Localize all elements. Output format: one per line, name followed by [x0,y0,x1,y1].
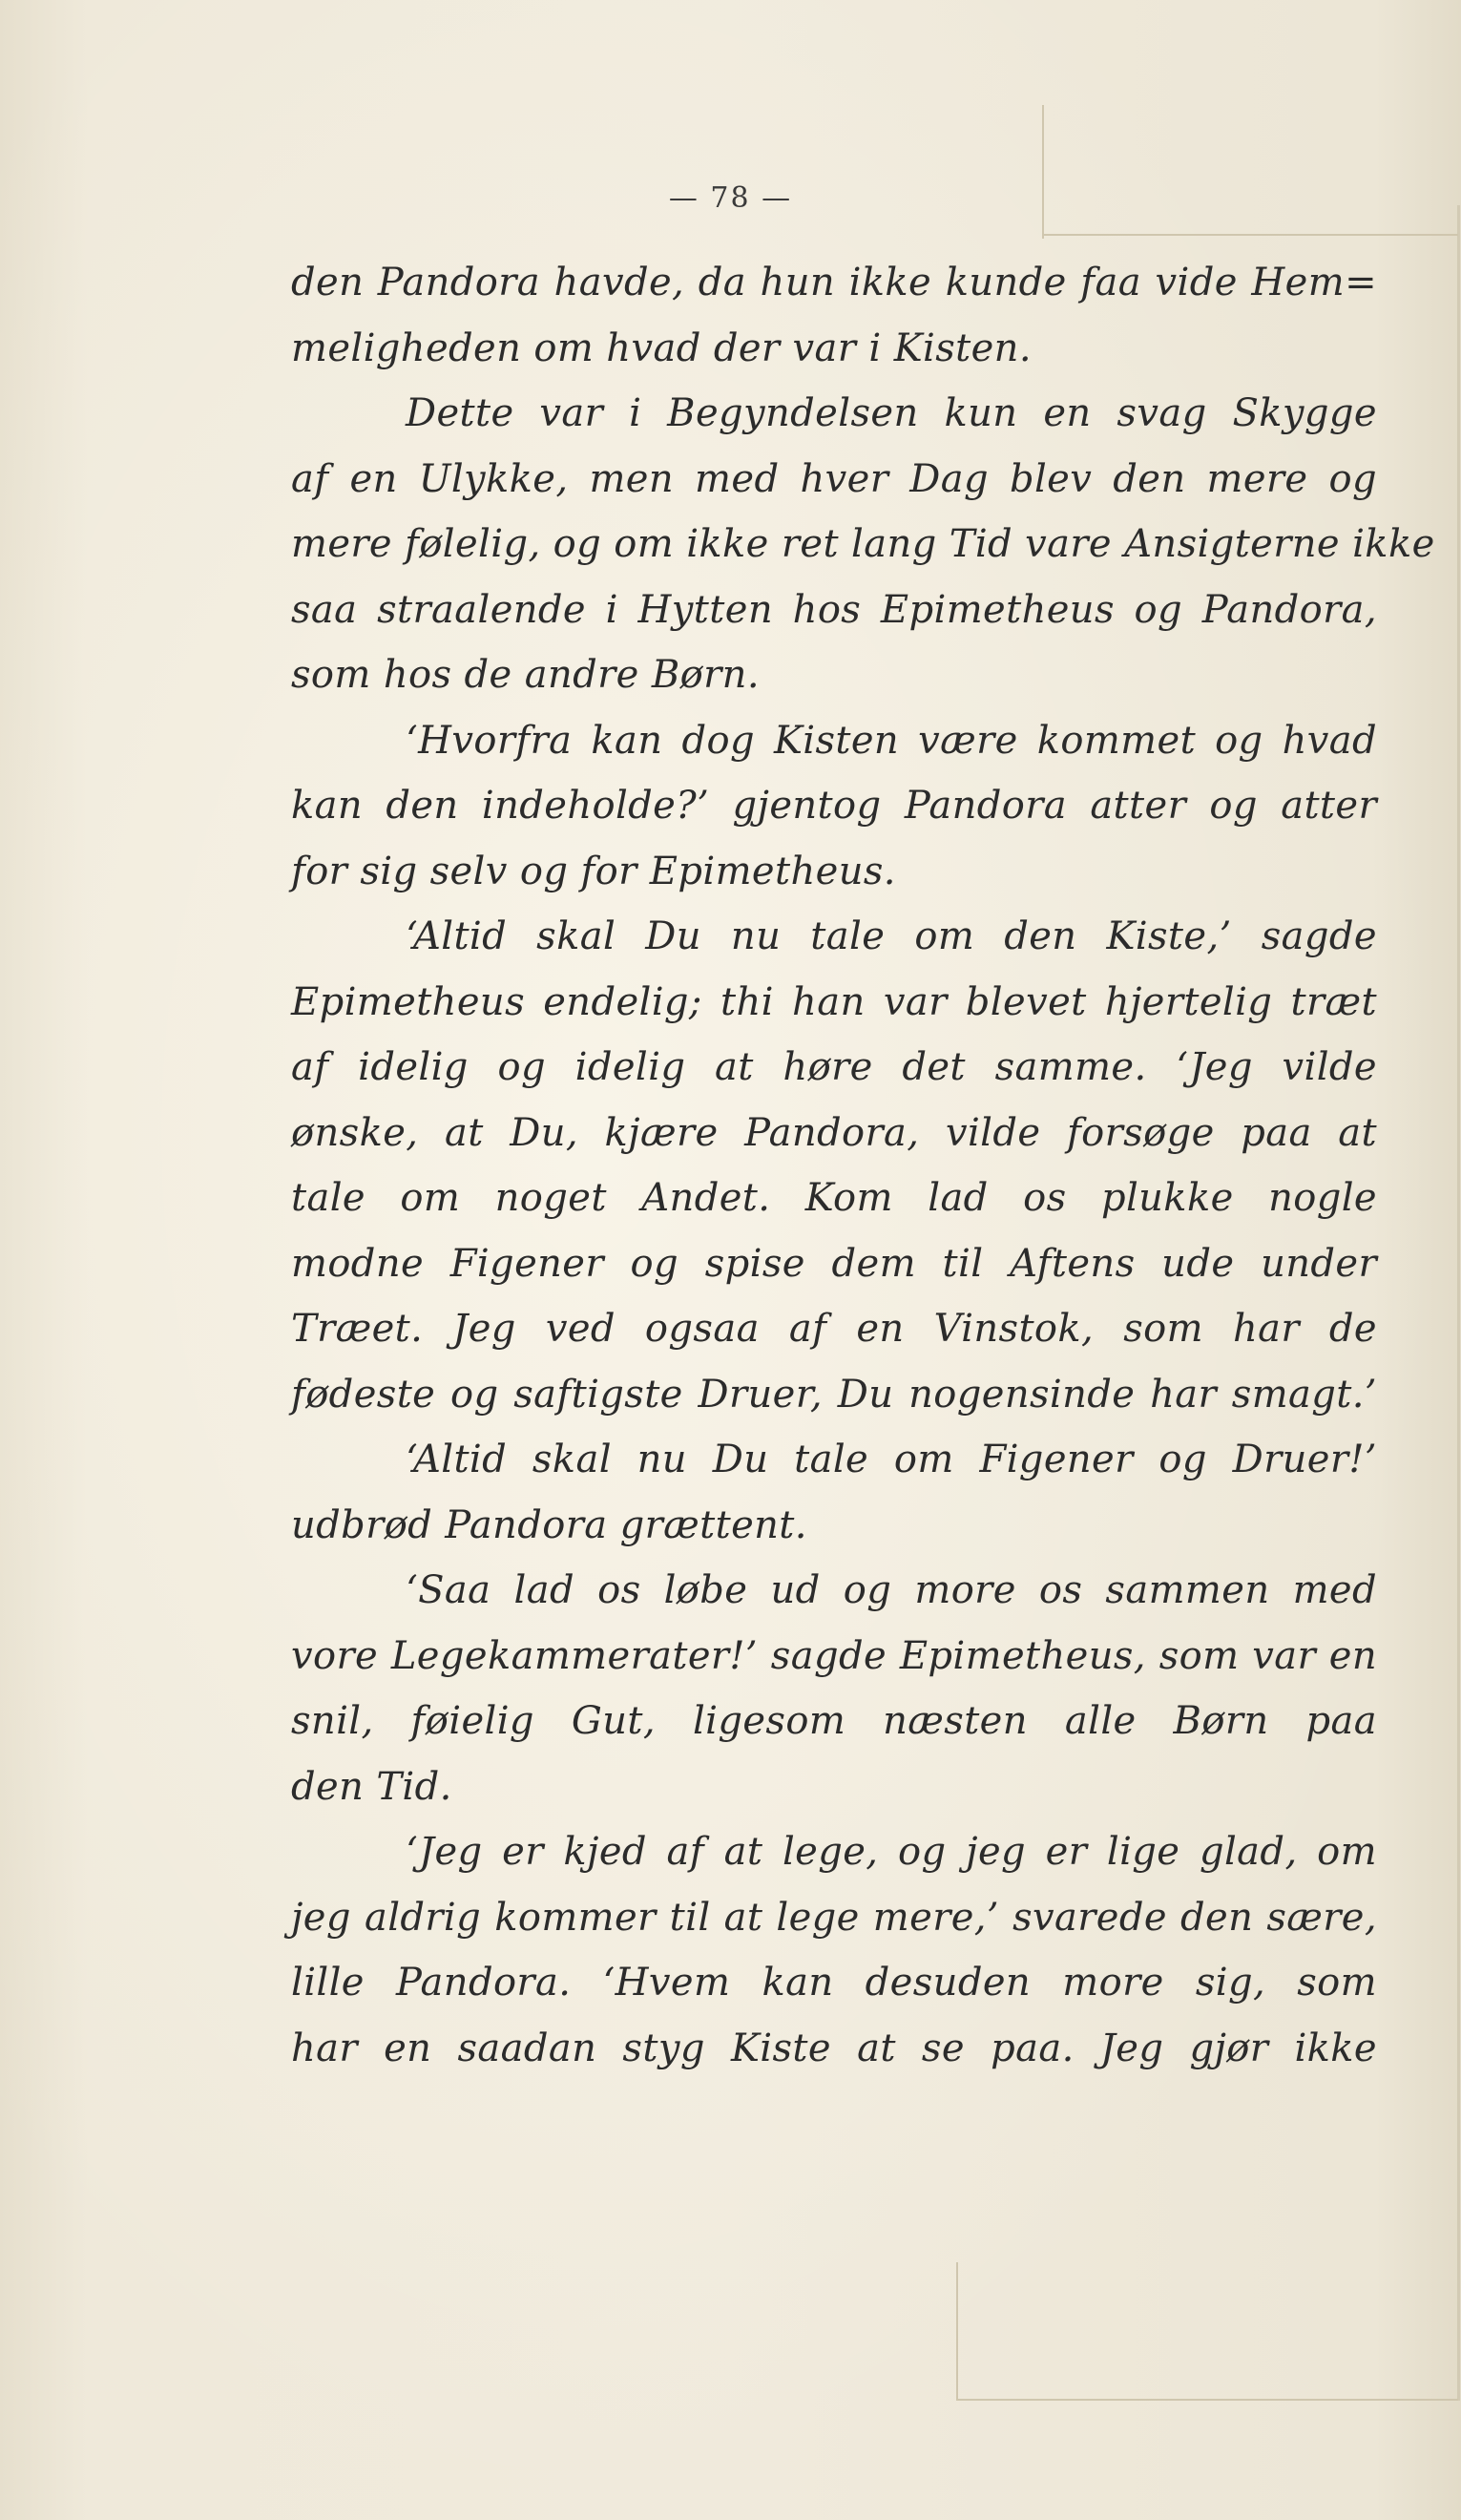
text-line: jeg aldrig kommer til at lege mere,’ svarede den sære, [291,1895,1377,1940]
text-line: af idelig og idelig at høre det samme. ‘Jeg vilde [291,1045,1377,1089]
page-edge-mark [956,2262,958,2401]
text-line: den Pandora havde, da hun ikke kunde faa vide Hem= [291,261,1377,304]
text-line: har en saadan styg Kiste at se paa. Jeg gjør ikke [291,2026,1377,2070]
text-line: tale om noget Andet. Kom lad os plukke nogle [291,1176,1377,1220]
text-line: den Tid. [291,1764,452,1809]
text-line: saa straalende i Hytten hos Epimetheus og Pandora, [291,587,1377,632]
text-line: Dette var i Begyndelsen kun en svag Skygge [406,391,1377,435]
text-line: Epimetheus endelig; thi han var blevet hjertelig træt [291,979,1377,1024]
text-line: kan den indeholde?’ gjentog Pandora atter og atter [291,784,1377,828]
text-line: modne Figener og spise dem til Aftens ude under [291,1241,1377,1286]
text-line: som hos de andre Børn. [291,653,760,697]
page-number: — 78 — [668,181,793,215]
text-line: fødeste og saftigste Druer, Du nogensinde har smagt.’ [291,1372,1377,1417]
text-line: ønske, at Du, kjære Pandora, vilde forsøge paa at [291,1110,1377,1155]
text-line: mere følelig, og om ikke ret lang Tid vare Ansigterne ikke [291,522,1435,566]
body-text [291,250,1435,2081]
text-line: udbrød Pandora grættent. [291,1502,807,1547]
text-line: Træet. Jeg ved ogsaa af en Vinstok, som har de [291,1307,1377,1351]
text-line: ‘Altid skal nu Du tale om Figener og Druer!’ [406,1438,1377,1481]
text-line: meligheden om hvad der var i Kisten. [291,326,1032,370]
text-line: ‘Saa lad os løbe ud og more os sammen med [406,1568,1377,1612]
text-line: vore Legekammerater!’ sagde Epimetheus, som var en [291,1633,1377,1678]
page-edge-mark [956,2399,1458,2401]
page-edge-mark [1042,105,1044,239]
text-line: af en Ulykke, men med hver Dag blev den mere og [291,456,1377,501]
page-edge-line [1457,205,1460,2401]
text-line: for sig selv og for Epimetheus. [291,849,896,893]
page-edge-mark [1042,234,1458,236]
text-line: lille Pandora. ‘Hvem kan desuden more sig, som [291,1961,1377,2005]
text-line: snil, føielig Gut, ligesom næsten alle Børn paa [291,1699,1377,1743]
text-line: ‘Altid skal Du nu tale om den Kiste,’ sagde [406,914,1377,958]
text-line: ‘Jeg er kjed af at lege, og jeg er lige glad, om [406,1830,1377,1874]
text-line: ‘Hvorfra kan dog Kisten være kommet og hvad [406,718,1377,763]
